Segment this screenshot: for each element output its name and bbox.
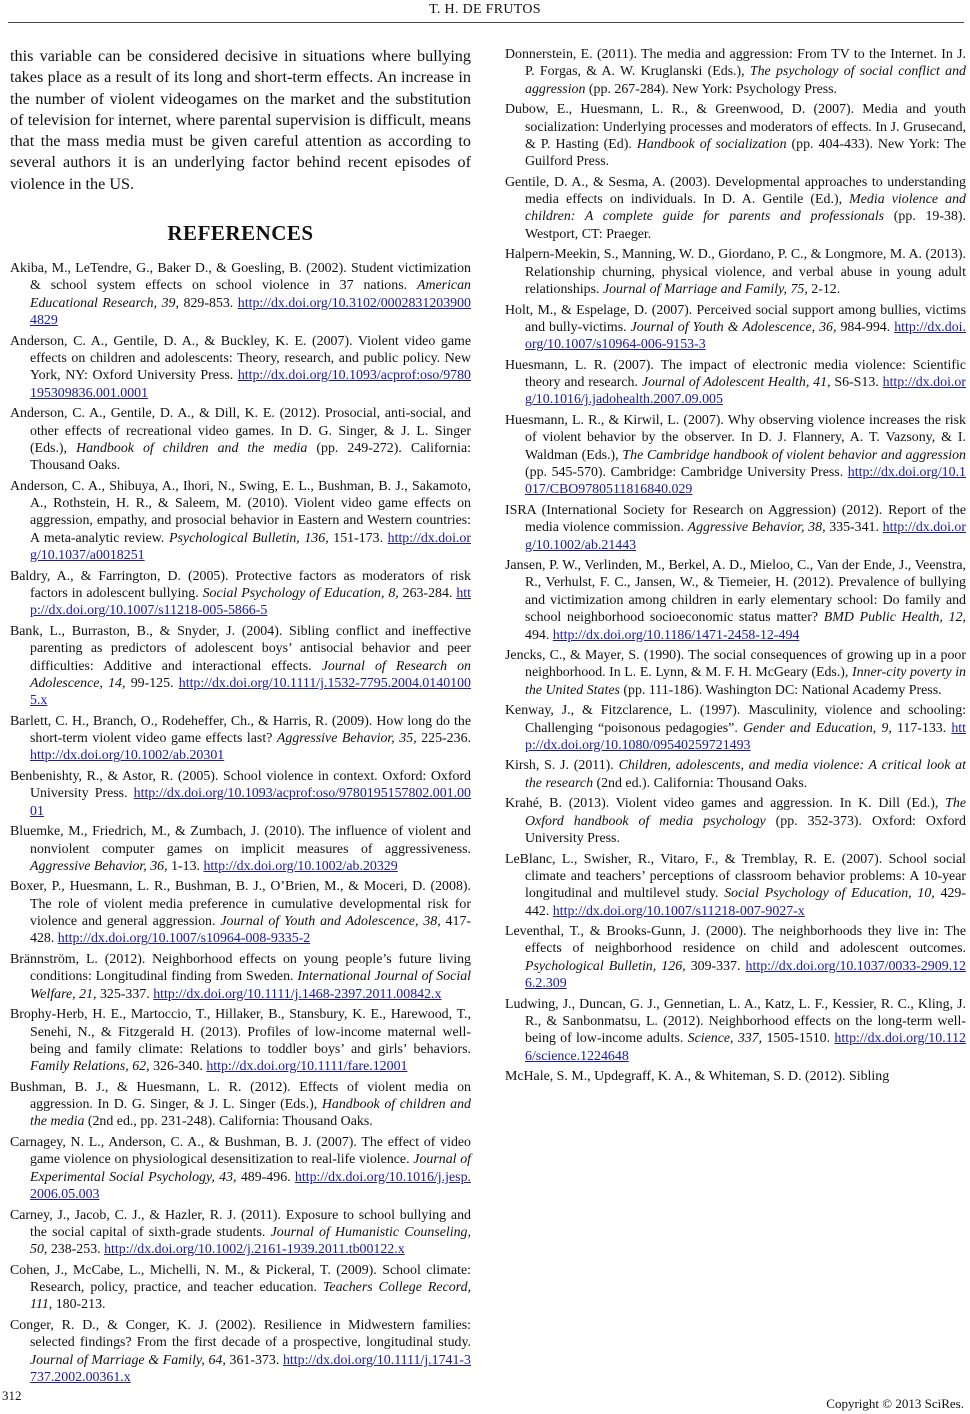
reference-text: Kirsh, S. J. (2011). [505, 758, 619, 774]
reference-text: Huesmann, L. R., & Kirwil, L. (2007). Why observing violence increases the risk of violent behavior by the observer. In D. J. Flannery, A. T. Vazsony, & I. Waldman (Eds.), [505, 413, 966, 463]
reference-entry [10, 1079, 471, 1131]
reference-entry [10, 623, 471, 710]
reference-text: Anderson, C. A., Gentile, D. A., & Buckley, K. E. (2007). Violent video game effects on children and adolescents: Theory, research, and public policy. New York, NY: Oxford University Press. [10, 333, 471, 384]
doi-link[interactable]: http://dx.doi.org/10.1111/j.1532-7795.2004.01401005.x [30, 675, 471, 709]
reference-text: 180-213. [52, 1297, 106, 1313]
reference-text: Bank, L., Burraston, B., & Snyder, J. (2004). Sibling conflict and ineffective parenting as predictors of adolescent boys’ antisocial behavior and peer difficulties: Additive and interactional effects. [10, 623, 471, 674]
reference-text: Benbenishty, R., & Astor, R. (2005). School violence in context. Oxford: Oxford University Press. [10, 769, 471, 802]
reference-text: (pp. 352-373). Oxford: Oxford University Press. [525, 813, 966, 847]
doi-link[interactable]: http://dx.doi.org/10.1007/s10964-008-9335-2 [57, 931, 311, 947]
doi-link[interactable]: http://dx.doi.org/10.1111/fare.12001 [206, 1059, 408, 1075]
reference-source-italic: Handbook of children and the media [30, 1097, 472, 1130]
reference-entry [505, 174, 966, 243]
reference-entry [10, 1207, 471, 1259]
intro-paragraph: this variable can be considered decisive in situations where bullying takes place as a result of its long and short-term effects. An increase in the number of violent videogames on the market and the substitution of television for internet, where parental supervision is difficult, means that the mass media must be given careful attention as according to several authors it is an underlying factor behind recent episodes of violence in the US. [10, 47, 471, 193]
reference-text: Ludwing, J., Duncan, G. J., Gennetian, L. A., Katz, L. F., Kessier, R. C., Kling, J. R., & Sanbonmatsu, L. (2012). Neighborhood effects on the long-term well-being of low-income adults. [505, 996, 966, 1047]
reference-source-italic: Handbook of children and the media [76, 440, 308, 456]
reference-source-italic: Journal of Marriage and Family, 75, [602, 282, 808, 298]
reference-source-italic: Aggressive Behavior, 35, [276, 731, 417, 747]
reference-text: 99-125. [125, 675, 179, 691]
doi-link[interactable]: http://dx.doi.org/10.1016/j.jadohealth.2007.09.005 [525, 375, 966, 408]
reference-text: Jansen, P. W., Verlinden, M., Berkel, A. D., Mieloo, C., Van der Ende, J., Veenstra, R., Verhulst, F. C., Jansen, W., & Tiemeier, H. (2012). Prevalence of bullying and victimization among children in early elementary school: Do family and school neighborhood socioeconomic status matter? [505, 558, 966, 626]
reference-source-italic: Science, 337, [687, 1031, 763, 1047]
reference-text: 309-337. [685, 958, 746, 974]
reference-entry [505, 357, 966, 409]
reference-text: Donnerstein, E. (2011). The media and aggression: From TV to the Internet. In J. P. Forgas, & A. W. Kruglanski (Eds.), [505, 47, 966, 80]
doi-link[interactable]: http://dx.doi.org/10.1002/j.2161-1939.2011.tb00122.x [104, 1242, 405, 1258]
reference-entry [505, 647, 966, 699]
reference-text: Halpern-Meekin, S., Manning, W. D., Giordano, P. C., & Longmore, M. A. (2013). Relationship churning, physical violence, and verbal abuse in young adult relationships. [505, 247, 966, 298]
reference-source-italic: Social Psychology of Education, 10, [724, 886, 935, 902]
page-number: 312 [2, 1388, 22, 1403]
reference-source-italic: Psychological Bulletin, 126, [525, 958, 686, 974]
reference-source-italic: The psychology of social conflict and aggression [525, 64, 967, 97]
reference-text: 117-133. [891, 720, 952, 736]
reference-entry [505, 101, 966, 170]
reference-text: Bluemke, M., Friedrich, M., & Zumbach, J. (2010). The influence of violent and nonviolent computer games on implicit measures of aggressiveness. [10, 824, 471, 857]
reference-entry [10, 1134, 471, 1203]
reference-text: Baldry, A., & Farrington, D. (2005). Protective factors as moderators of risk factors in adolescent bullying. [10, 568, 471, 602]
doi-link[interactable]: http://dx.doi.org/10.1037/0033-2909.126.2.309 [525, 958, 966, 992]
reference-source-italic: Journal of Humanistic Counseling, 50, [30, 1224, 471, 1258]
doi-link[interactable]: http://dx.doi.org/10.1007/s10964-006-9153-3 [525, 319, 966, 353]
reference-entry [10, 1006, 471, 1075]
reference-entry [505, 996, 966, 1065]
reference-entry [10, 478, 471, 565]
reference-text: Anderson, C. A., Gentile, D. A., & Dill, K. E. (2012). Prosocial, anti-social, and other effects of recreational video games. In D. G. Singer, & J. L. Singer (Eds.), [10, 406, 471, 456]
reference-text: Brännström, L. (2012). Neighborhood effects on young people’s future living conditions: Longitudinal finding from Sweden. [10, 952, 471, 985]
reference-list [10, 46, 966, 1391]
reference-text: 1-13. [167, 858, 204, 874]
reference-entry [505, 246, 966, 298]
reference-source-italic: Aggressive Behavior, 36, [30, 858, 168, 874]
reference-text: 2-12. [807, 282, 841, 298]
reference-text: 325-337. [96, 986, 154, 1002]
reference-text: Cohen, J., McCabe, L., Michelli, N. M., & Pickeral, T. (2009). School climate: Research, policy, practice, and teacher education. [10, 1262, 471, 1296]
reference-source-italic: Journal of Youth & Adolescence, 36, [630, 319, 837, 335]
doi-link[interactable]: http://dx.doi.org/10.1111/j.1741-3737.2002.00361.x [30, 1352, 472, 1386]
reference-source-italic: Family Relations, 62, [30, 1059, 150, 1075]
reference-text: Gentile, D. A., & Sesma, A. (2003). Developmental approaches to understanding media effects on individuals. In D. A. Gentile (Ed.), [505, 174, 966, 208]
reference-entry [10, 951, 471, 1003]
reference-text: Akiba, M., LeTendre, G., Baker D., & Goesling, B. (2002). Student victimization & school system effects on school violence in 37 nations. [10, 261, 471, 294]
reference-text: (2nd ed., pp. 231-248). California: Thousand Oaks. [84, 1114, 373, 1130]
reference-text: (pp. 267-284). New York: Psychology Press. [585, 81, 838, 97]
reference-source-italic: International Journal of Social Welfare, 21, [30, 969, 471, 1002]
reference-text: Carnagey, N. L., Anderson, C. A., & Bushman, B. J. (2007). The effect of video game violence on physiological desensitization to real-life violence. [10, 1135, 471, 1168]
reference-source-italic: Aggressive Behavior, 38, [687, 520, 826, 536]
reference-text: Dubow, E., Huesmann, L. R., & Greenwood, D. (2007). Media and youth socialization: Underlying processes and moderators of effects. In J. Grusecand, & P. Hasting (Ed). [505, 102, 966, 152]
reference-source-italic: The Cambridge handbook of violent behavior and aggression [622, 447, 966, 463]
reference-source-italic: Journal of Adolescent Health, 41, [641, 375, 831, 391]
reference-text: Holt, M., & Espelage, D. (2007). Perceived social support among bullies, victims and bully-victims. [505, 302, 966, 335]
reference-source-italic: Children, adolescents, and media violence: A critical look at the research [525, 758, 966, 791]
reference-text: 829-853. [178, 295, 238, 311]
reference-entry [10, 713, 471, 765]
reference-text: 238-253. [47, 1242, 105, 1258]
reference-source-italic: American Educational Research, 39, [30, 278, 471, 311]
reference-text: Bushman, B. J., & Huesmann, L. R. (2012). Effects of violent media on aggression. In D. G. Singer, & J. L. Singer (Eds.), [10, 1079, 471, 1113]
doi-link[interactable]: http://dx.doi.org/10.1093/acprof:oso/9780195309836.001.0001 [30, 368, 471, 401]
reference-text: 151-173. [328, 530, 388, 546]
reference-entry [10, 823, 471, 875]
reference-text: 984-994. [836, 319, 895, 335]
reference-text: (pp. 19-38). Westport, CT: Praeger. [525, 209, 966, 242]
doi-link[interactable]: http://dx.doi.org/10.1016/j.jesp.2006.05.003 [30, 1169, 471, 1203]
reference-entry [505, 923, 966, 992]
reference-entry [10, 1262, 471, 1314]
reference-entry [10, 768, 471, 820]
references-heading: REFERENCES [167, 221, 314, 246]
reference-text: 429-442. [525, 886, 967, 919]
reference-text: 335-341. [825, 520, 883, 536]
reference-text: (2nd ed.). California: Thousand Oaks. [593, 775, 808, 791]
reference-entry [505, 557, 966, 644]
reference-entry [10, 1317, 471, 1386]
reference-entry [10, 260, 471, 329]
reference-entry [505, 412, 966, 499]
reference-text: 225-236. [416, 731, 471, 747]
reference-text: 361-373. [225, 1352, 283, 1368]
reference-entry [505, 851, 966, 920]
reference-text: (pp. 249-272). California: Thousand Oaks. [30, 440, 471, 474]
reference-entry [505, 795, 966, 847]
reference-text: Carney, J., Jacob, C. J., & Hazler, R. J. (2011). Exposure to school bullying and the social capital of sixth-grade students. [10, 1207, 471, 1240]
reference-text: (pp. 111-186). Washington DC: National Academy Press. [619, 682, 942, 698]
reference-source-italic: Media violence and children: A complete guide for parents and professionals [525, 192, 966, 225]
reference-text: Leventhal, T., & Brooks-Gunn, J. (2000). The neighborhoods they live in: The effects of neighborhood residence on child and adolescent outcomes. [505, 924, 966, 957]
reference-entry [505, 502, 966, 554]
reference-entry [10, 568, 471, 620]
reference-text: Boxer, P., Huesmann, L. R., Bushman, B. J., O’Brien, M., & Moceri, D. (2008). The role of violent media preference in cumulative developmental risk for violence and general aggression. [10, 879, 471, 930]
reference-source-italic: Journal of Marriage & Family, 64, [30, 1352, 226, 1368]
reference-entry [505, 46, 966, 98]
reference-entry [10, 878, 471, 947]
reference-source-italic: Journal of Youth and Adolescence, 38, [220, 914, 441, 930]
reference-text: 417-428. [30, 914, 472, 947]
reference-source-italic: Teachers College Record, 111, [30, 1280, 471, 1313]
reference-source-italic: Journal of Experimental Social Psychology, 43, [30, 1152, 471, 1185]
header-divider [8, 22, 964, 23]
doi-link[interactable]: http://dx.doi.org/10.1007/s11218-005-5866-5 [30, 586, 471, 619]
reference-source-italic: Inner-city poverty in the United States [525, 665, 967, 698]
reference-text: Brophy-Herb, H. E., Martoccio, T., Hillaker, B., Stansbury, K. E., Harewood, T., Senehi, N., & Fitzgerald H. (2013). Profiles of low-income maternal well-being and family climate: Relations to toddler boys’ and girls’ behaviors. [10, 1007, 471, 1057]
running-title: T. H. DE FRUTOS [429, 2, 541, 17]
reference-source-italic: Journal of Research on Adolescence, 14, [30, 658, 471, 691]
reference-text: Barlett, C. H., Branch, O., Rodeheffer, Ch., & Harris, R. (2009). How long do the short-term violent video game effects last? [10, 713, 471, 747]
doi-link[interactable]: http://dx.doi.org/10.1002/ab.20329 [203, 858, 398, 874]
reference-text: Huesmann, L. R. (2007). The impact of electronic media violence: Scientific theory and research. [505, 357, 966, 391]
doi-link[interactable]: http://dx.doi.org/10.3102/00028312039004829 [30, 295, 471, 329]
doi-link[interactable]: http://dx.doi.org/10.1111/j.1468-2397.2011.00842.x [153, 986, 442, 1002]
reference-entry [505, 1068, 966, 1085]
reference-text: 494. [525, 627, 553, 643]
reference-text: 489-496. [236, 1169, 295, 1185]
reference-entry [505, 302, 966, 354]
reference-source-italic: Handbook of socialization [636, 136, 787, 152]
doi-link[interactable]: http://dx.doi.org/10.1002/ab.21443 [525, 520, 966, 553]
doi-link[interactable]: http://dx.doi.org/10.1002/ab.20301 [30, 748, 225, 764]
reference-text: (pp. 545-570). Cambridge: Cambridge University Press. [525, 465, 848, 481]
reference-text: McHale, S. M., Updegraff, K. A., & Whiteman, S. D. (2012). Sibling [505, 1069, 890, 1085]
reference-source-italic: Social Psychology of Education, 8, [202, 586, 399, 602]
doi-link[interactable]: http://dx.doi.org/10.1080/09540259721493 [525, 720, 967, 753]
reference-entry [505, 757, 966, 792]
page-body [10, 46, 966, 1391]
reference-text: Jencks, C., & Mayer, S. (1990). The social consequences of growing up in a poor neighborhood. In L. E. Lynn, & M. F. H. McGeary (Eds.), [505, 648, 966, 681]
doi-link[interactable]: http://dx.doi.org/10.1093/acprof:oso/9780195157802.001.0001 [30, 786, 471, 819]
reference-source-italic: BMD Public Health, 12, [823, 610, 966, 626]
reference-entry [10, 333, 471, 402]
copyright-notice: Copyright © 2013 SciRes. [826, 1396, 964, 1411]
reference-text: (pp. 404-433). New York: The Guilford Press. [525, 136, 967, 170]
doi-link[interactable]: http://dx.doi.org/10.1037/a0018251 [30, 530, 471, 564]
doi-link[interactable]: http://dx.doi.org/10.1007/s11218-007-9027-x [552, 903, 805, 919]
reference-entry [505, 702, 966, 754]
reference-text: ISRA (International Society for Research on Aggression) (2012). Report of the media violence commission. [505, 502, 966, 536]
reference-text: Krahé, B. (2013). Violent video games and aggression. In K. Dill (Ed.), [505, 796, 946, 812]
reference-text: 263-284. [398, 586, 457, 602]
doi-link[interactable]: http://dx.doi.org/10.1017/CBO9780511816840.029 [525, 465, 966, 498]
reference-source-italic: Gender and Education, 9, [742, 720, 892, 736]
doi-link[interactable]: http://dx.doi.org/10.1186/1471-2458-12-494 [552, 627, 800, 643]
reference-text: 326-340. [149, 1059, 207, 1075]
reference-text: LeBlanc, L., Swisher, R., Vitaro, F., & Tremblay, R. E. (2007). School social climate and teachers’ perceptions of classroom behavior problems: A 10-year longitudinal and multilevel study. [505, 851, 966, 902]
reference-source-italic: The Oxford handbook of media psychology [525, 796, 966, 829]
reference-text: Conger, R. D., & Conger, K. J. (2002). Resilience in Midwestern families: selected findings? From the first decade of a prospective, longitudinal study. [10, 1318, 471, 1351]
reference-text: Anderson, C. A., Shibuya, A., Ihori, N., Swing, E. L., Bushman, B. J., Sakamoto, A., Rothstein, H. R., & Saleem, M. (2010). Violent video game effects on aggression, empathy, and prosocial behavior in Eastern and Western countries: A meta-analytic review. [10, 478, 471, 546]
reference-text: 1505-1510. [762, 1031, 835, 1047]
reference-text: Kenway, J., & Fitzclarence, L. (1997). Masculinity, violence and schooling: Challenging “poisonous pedagogies”. [505, 703, 966, 736]
reference-source-italic: Psychological Bulletin, 136, [169, 530, 329, 546]
reference-text: S6-S13. [830, 375, 883, 391]
reference-entry [10, 405, 471, 474]
doi-link[interactable]: http://dx.doi.org/10.1126/science.1224648 [525, 1031, 966, 1064]
